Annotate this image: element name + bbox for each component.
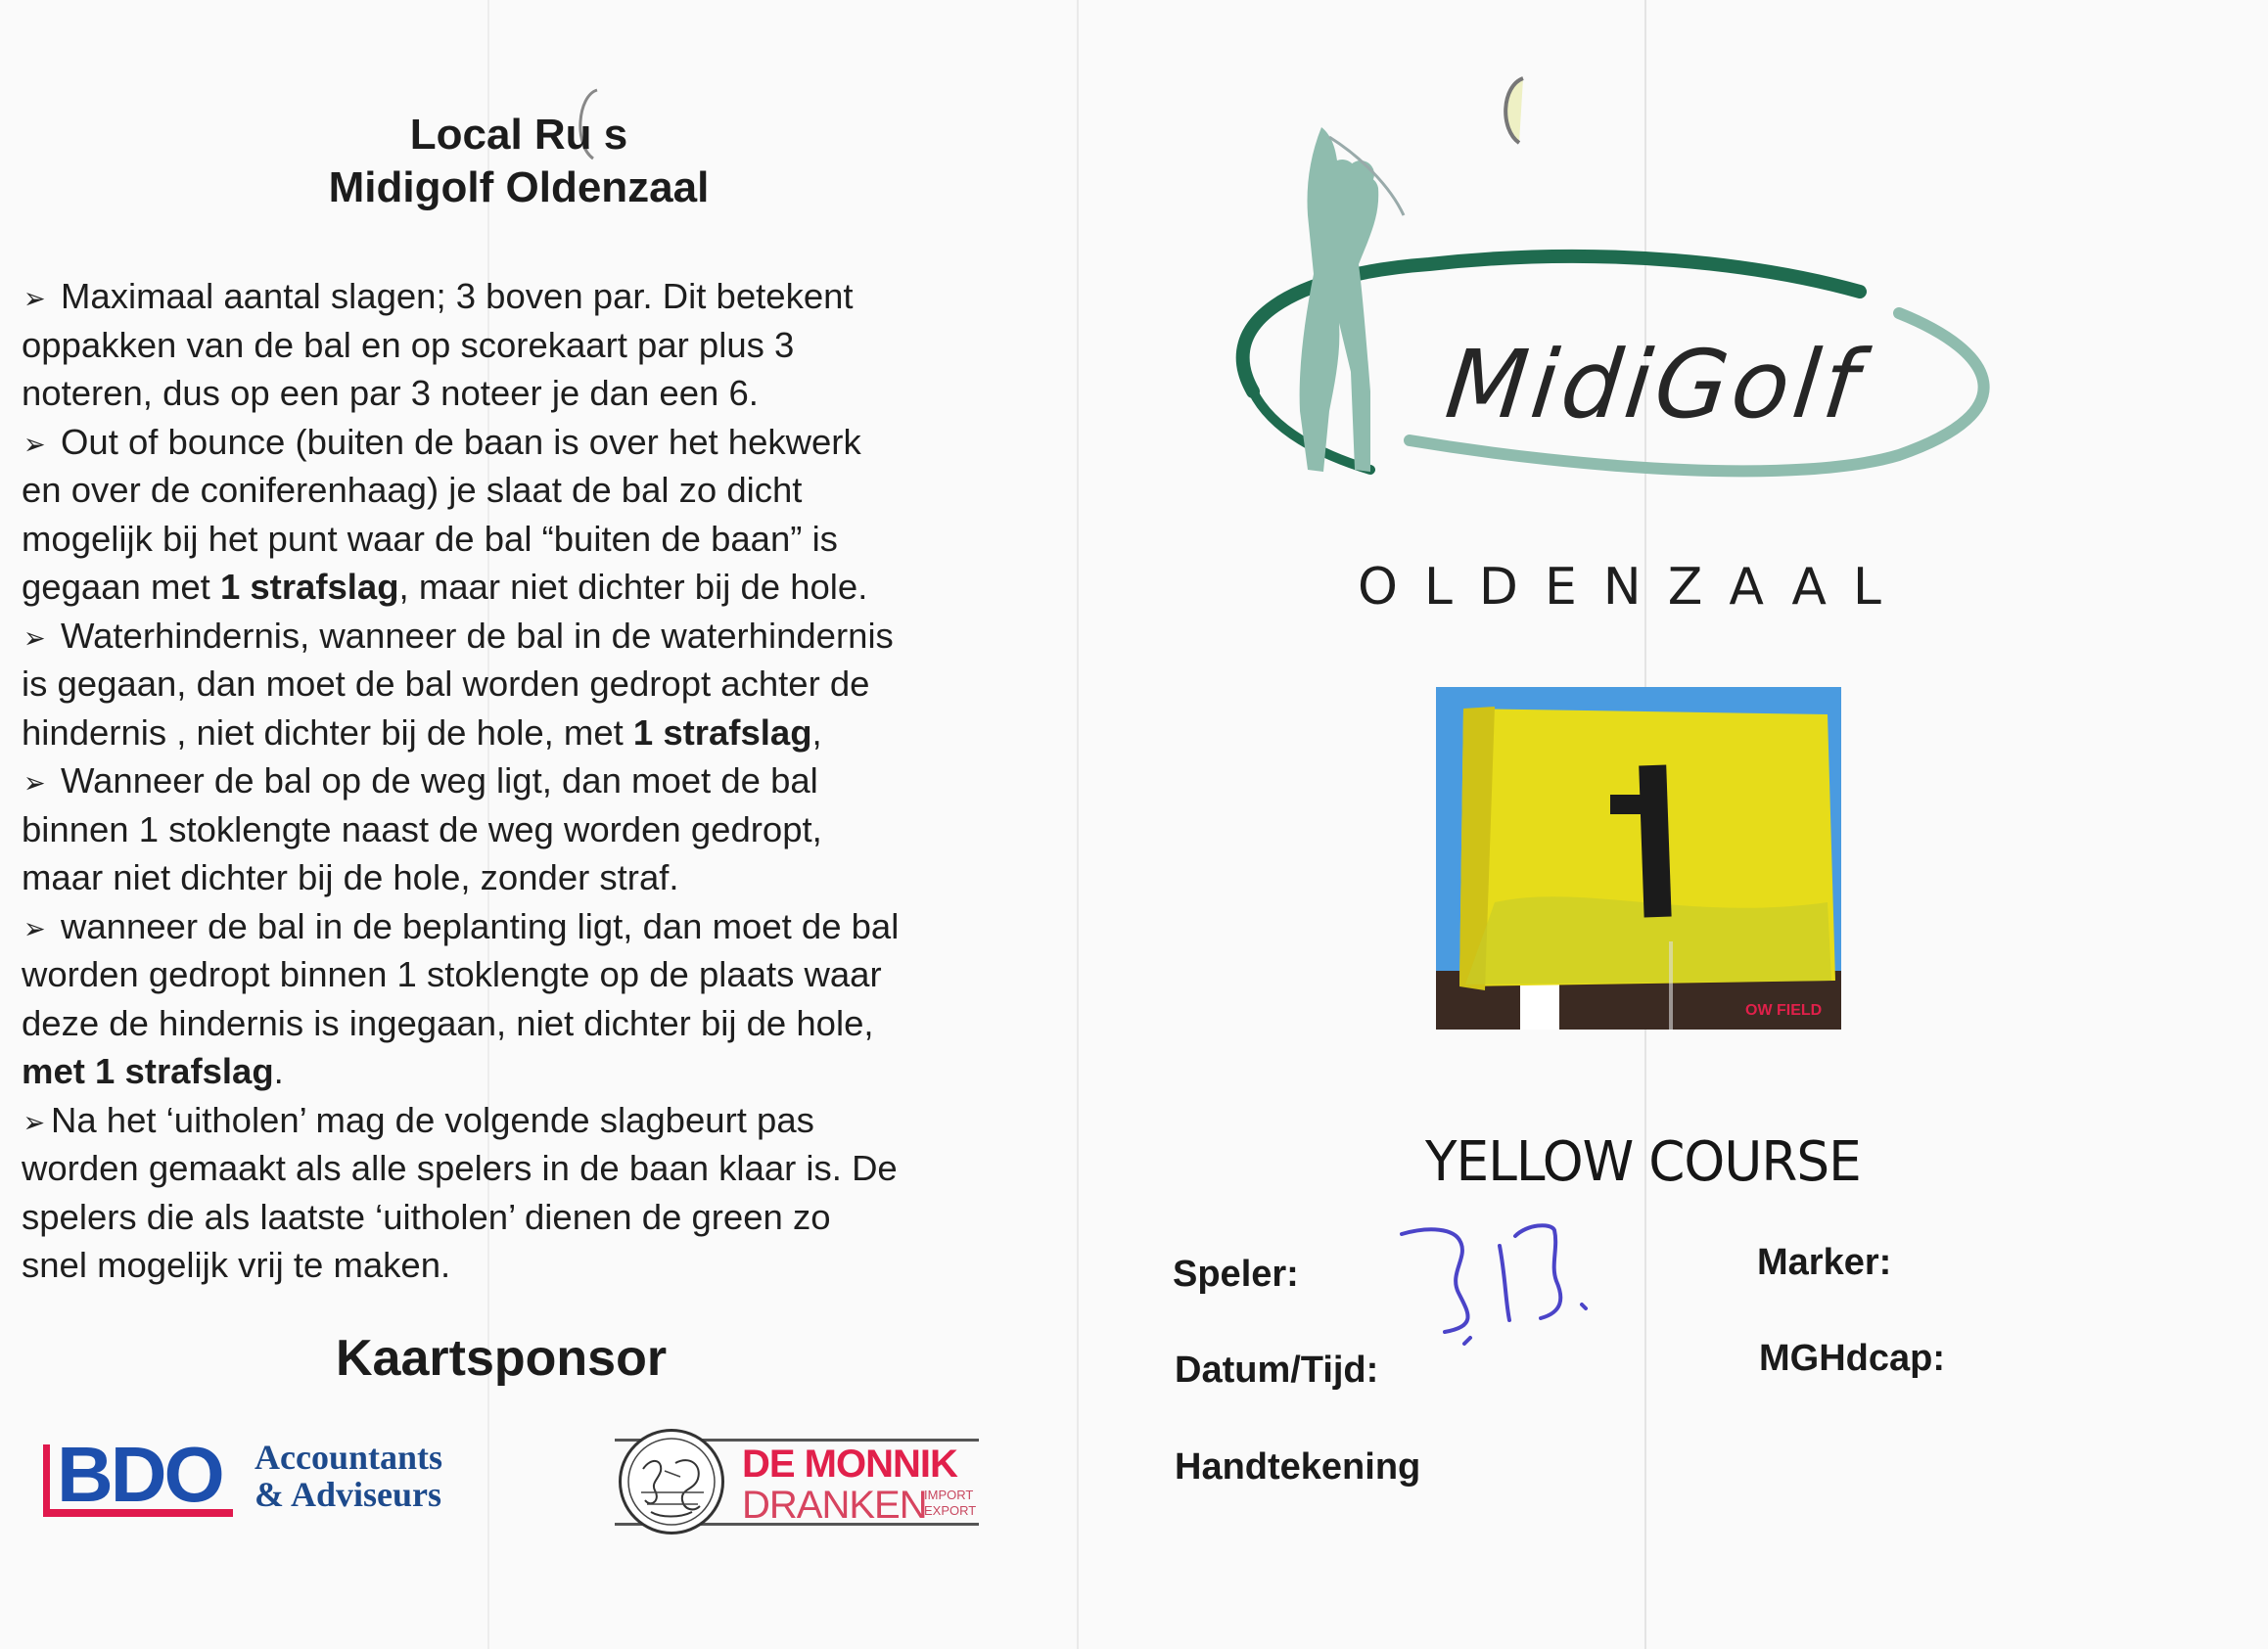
rule-text: noteren, dus op een par 3 noteer je dan een 6. [22, 373, 759, 413]
rule-line [22, 853, 1049, 902]
mghdcap-label: MGHdcap: [1759, 1338, 1945, 1379]
rule-text: Maximaal aantal slagen; 3 boven par. Dit betekent [61, 276, 854, 316]
rule-line [22, 756, 1049, 805]
rule-text: snel mogelijk vrij te maken. [22, 1245, 451, 1285]
marker-label: Marker: [1757, 1242, 1892, 1283]
rule-line [22, 902, 1049, 951]
rule-line [22, 805, 1049, 854]
arrow-bullet-icon: ➢ [23, 912, 46, 945]
rule-text: Na het ‘uitholen’ mag de volgende slagbeurt pas [51, 1099, 814, 1140]
hole-flag-photo [1436, 687, 1841, 1030]
monk-emblem-icon [619, 1429, 724, 1534]
rule-text: mogelijk bij het punt waar de bal “buiten de baan” is [22, 518, 838, 559]
rule-text: Waterhindernis, wanneer de bal in de waterhindernis [61, 615, 894, 656]
photo-caption: OW FIELD [1745, 1002, 1823, 1019]
sponsor-heading: Kaartsponsor [336, 1330, 668, 1387]
emphasis-text: 1 strafslag [219, 567, 399, 607]
rule-text: binnen 1 stoklengte naast de weg worden gedropt, [22, 808, 822, 849]
rule-text: is gegaan, dan moet de bal worden gedropt achter de [22, 664, 870, 704]
arrow-bullet-icon: ➢ [23, 283, 46, 315]
rule-text: , [811, 711, 822, 753]
midigolf-logo [1214, 117, 2075, 528]
fold-line [1077, 0, 1079, 1649]
rule-line [22, 999, 1049, 1048]
rule-line [22, 418, 1049, 467]
rule-text: deze de hindernis is ingegaan, niet dichter bij de hole, [22, 1002, 874, 1043]
rule-line [22, 369, 1049, 418]
brand-location: OLDENZAAL [1358, 558, 1908, 617]
monnik-subtitle: DRANKEN [742, 1484, 927, 1527]
rule-text: . [273, 1051, 284, 1091]
rule-line [22, 1144, 1049, 1193]
rule-text: en over de coniferenhaag) je slaat de bal zo dicht [22, 470, 803, 510]
rule-line [22, 709, 1049, 757]
rule-text: worden gedropt binnen 1 stoklengte op de plaats waar [22, 954, 882, 994]
brand-name: MidiGolf [1441, 330, 1867, 439]
rule-text: Wanneer de bal op de weg ligt, dan moet de bal [61, 760, 818, 801]
rule-line [22, 321, 1049, 370]
rule-text: spelers die als laatste ‘uitholen’ dienen de green zo [22, 1196, 831, 1237]
speler-handwritten-value[interactable] [1390, 1218, 1605, 1355]
emphasis-text: 1 strafslag [632, 711, 812, 753]
arrow-bullet-icon: ➢ [23, 767, 46, 800]
bdo-subtitle-line1: Accountants [255, 1438, 443, 1477]
rule-text: maar niet dichter bij de hole, zonder straf. [22, 857, 679, 897]
bdo-wordmark: BDO [57, 1431, 222, 1518]
rule-line [22, 1193, 1049, 1242]
arrow-bullet-icon: ➢ [23, 428, 46, 461]
rule-line [22, 1047, 1049, 1096]
rule-text: hindernis , niet dichter bij de hole, met [22, 711, 633, 753]
rule-line [22, 660, 1049, 709]
rule-text: Out of bounce (buiten de baan is over het hekwerk [61, 421, 861, 462]
emphasis-text: met 1 strafslag [22, 1051, 274, 1091]
rule-line [22, 612, 1049, 661]
monnik-import-export [924, 1488, 976, 1519]
bdo-logo [43, 1431, 484, 1525]
speler-label: Speler: [1173, 1254, 1299, 1295]
export-label: EXPORT [924, 1503, 977, 1518]
arrow-bullet-icon: ➢ [23, 1106, 46, 1139]
rule-line [22, 1241, 1049, 1290]
import-label: IMPORT [924, 1488, 974, 1502]
rules-title: Local Ru s [409, 111, 628, 159]
arrow-bullet-icon: ➢ [23, 621, 46, 655]
rule-line [22, 950, 1049, 999]
de-monnik-logo [615, 1427, 987, 1534]
bdo-subtitle-line2: & Adviseurs [255, 1475, 442, 1514]
bdo-bracket [43, 1444, 50, 1513]
rule-text: wanneer de bal in de beplanting ligt, dan moet de bal [61, 905, 900, 946]
rule-line [22, 466, 1049, 515]
rule-line [22, 515, 1049, 564]
rule-line [22, 1096, 1049, 1145]
bdo-subtitle [255, 1439, 442, 1513]
datum-tijd-label: Datum/Tijd: [1175, 1350, 1379, 1391]
course-name: YELLOW COURSE [1425, 1130, 1861, 1194]
rule-line [22, 563, 1049, 612]
rule-line [22, 272, 1049, 321]
handtekening-label: Handtekening [1175, 1446, 1421, 1488]
rules-list [22, 272, 1049, 1290]
rule-text: , maar niet dichter bij de hole. [398, 567, 868, 607]
rule-text: worden gemaakt als alle spelers in de baan klaar is. De [22, 1148, 898, 1188]
monnik-name: DE MONNIK [742, 1443, 957, 1486]
rule-text: gegaan met [22, 567, 220, 607]
rule-text: oppakken van de bal en op scorekaart par plus 3 [22, 324, 795, 365]
golfer-silhouette-icon [1300, 127, 1379, 472]
rules-subtitle: Midigolf Oldenzaal [328, 163, 710, 211]
